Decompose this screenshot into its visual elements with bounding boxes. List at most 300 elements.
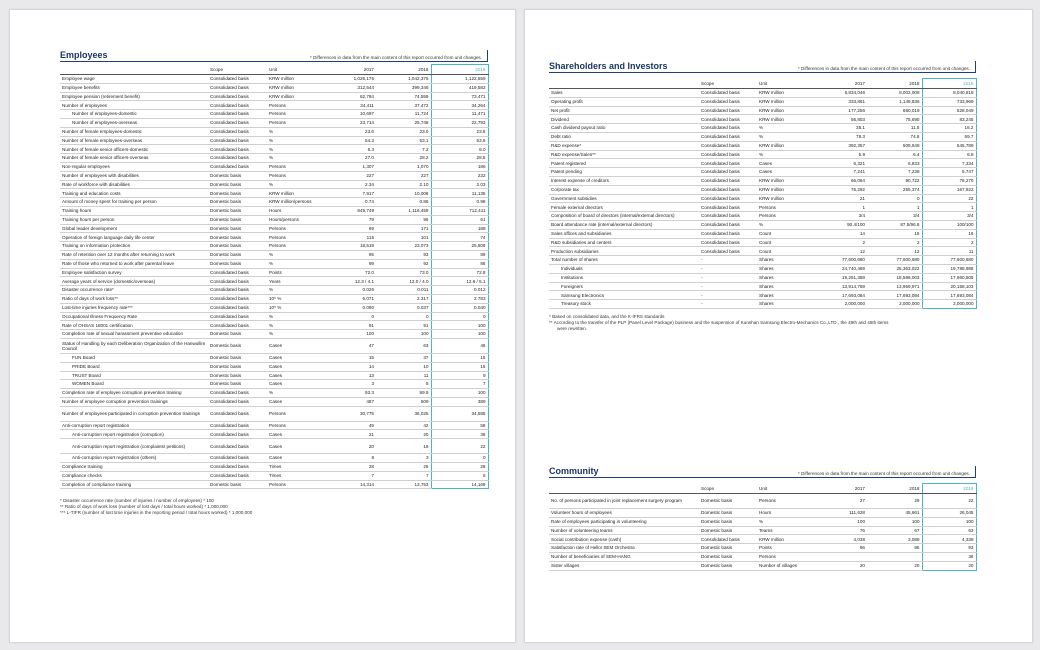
table-row: [549, 526, 976, 535]
shareholders-footnotes: [549, 314, 976, 331]
table-row: [549, 535, 976, 544]
table-row: [549, 168, 976, 177]
report-page-right: [524, 9, 1033, 643]
row-value-2017: 3: [325, 380, 376, 389]
row-scope: Consolidated basis: [699, 535, 757, 544]
row-value-2018: 5: [376, 380, 431, 389]
row-label: Debt ratio: [549, 132, 699, 141]
table-row: [60, 171, 488, 180]
row-value-2019: 2,000,000: [922, 300, 976, 309]
row-value-2018: 0.011: [376, 286, 431, 295]
row-value-2019: 419,582: [431, 83, 488, 92]
row-value-2017: 27: [814, 494, 867, 509]
row-unit: KRW million: [267, 189, 325, 198]
row-value-2017: 177,256: [814, 106, 867, 115]
row-value-2019: 712,411: [431, 206, 488, 215]
row-value-2017: 91: [325, 321, 376, 330]
row-unit: %: [267, 127, 325, 136]
row-value-2017: 49: [325, 421, 376, 430]
row-value-2018: 12.0 / 4.0: [376, 277, 431, 286]
row-unit: Hours/persons: [267, 215, 325, 224]
row-scope: -: [699, 291, 757, 300]
row-unit: %: [757, 220, 814, 229]
table-row: [60, 250, 488, 259]
row-unit: %: [757, 517, 814, 526]
col-scope: Scope: [699, 484, 757, 494]
row-unit: Shares: [757, 282, 814, 291]
row-scope: Consolidated basis: [699, 212, 757, 221]
row-value-2018: 20: [867, 561, 922, 570]
row-value-2017: 3/4: [814, 212, 867, 221]
row-unit: KRW million: [757, 194, 814, 203]
row-unit: Persons: [267, 118, 325, 127]
community-table: [549, 483, 977, 571]
row-value-2017: 56,803: [814, 115, 867, 124]
row-scope: Consolidated basis: [699, 185, 757, 194]
row-value-2018: 13,959,971: [867, 282, 922, 291]
row-value-2018: 3/4: [867, 212, 922, 221]
row-label: Rate of those who returned to work after parental leave: [60, 259, 208, 268]
row-value-2018: 6,833: [867, 159, 922, 168]
row-value-2017: 62,784: [325, 92, 376, 101]
row-value-2017: 227: [325, 171, 376, 180]
row-unit: Count: [757, 247, 814, 256]
row-unit: Shares: [757, 291, 814, 300]
employees-note: * Differences in data from the main content of this report occurred from unit changes.: [309, 55, 482, 60]
row-label: Rate of OHSAS 18001 certification: [60, 321, 208, 330]
row-scope: Consolidated basis: [699, 176, 757, 185]
row-scope: Consolidated basis: [208, 162, 267, 171]
row-value-2019: 72.8: [431, 268, 488, 277]
row-value-2019: 0.98: [431, 198, 488, 207]
row-unit: Cases: [757, 159, 814, 168]
row-scope: Consolidated basis: [208, 430, 267, 439]
table-row: [549, 159, 976, 168]
row-value-2019: 0.040: [431, 303, 488, 312]
row-value-2017: 24,740,469: [814, 264, 867, 273]
row-value-2017: 115: [325, 233, 376, 242]
row-label: Average years of service (domestic/overseas): [60, 277, 208, 286]
row-value-2018: 11,724: [376, 110, 431, 119]
table-row: [549, 247, 976, 256]
row-label: WOMEN Board: [60, 380, 208, 389]
row-scope: Consolidated basis: [208, 127, 267, 136]
row-scope: Consolidated basis: [208, 277, 267, 286]
row-value-2019: 100: [431, 389, 488, 398]
row-scope: Consolidated basis: [208, 312, 267, 321]
row-unit: Persons: [757, 552, 814, 561]
row-label: Board attendance rate (internal/external directors): [549, 220, 699, 229]
row-unit: Cases: [267, 338, 325, 353]
row-unit: Teams: [757, 526, 814, 535]
table-row: [60, 471, 488, 480]
row-label: R&D subsidiaries and centers: [549, 238, 699, 247]
row-unit: Persons: [757, 212, 814, 221]
row-label: Number of employees participated in corruption prevention trainings: [60, 406, 208, 421]
col-2019: 2019: [922, 484, 976, 494]
row-value-2019: 36: [922, 552, 976, 561]
row-value-2019: 74: [431, 233, 488, 242]
row-scope: Consolidated basis: [208, 118, 267, 127]
row-scope: Consolidated basis: [208, 454, 267, 463]
row-value-2017: 21: [814, 194, 867, 203]
row-unit: %: [267, 330, 325, 339]
shareholders-note: * Differences in data from the main content of this report occurred from unit changes.: [797, 66, 970, 71]
shareholders-table: [549, 78, 977, 309]
row-label: Employee wage: [60, 75, 208, 84]
row-value-2019: 2.03: [431, 180, 488, 189]
row-label: Status of Handling by each Deliberation Organization of the Hanwullim Council: [60, 338, 208, 353]
row-scope: Consolidated basis: [208, 321, 267, 330]
table-row: [60, 338, 488, 353]
row-scope: Domestic basis: [699, 544, 757, 553]
row-value-2017: 93.3: [325, 389, 376, 398]
row-scope: -: [699, 264, 757, 273]
row-value-2018: 2: [867, 238, 922, 247]
row-label: R&D expense/Sales**: [549, 150, 699, 159]
community-header: [549, 458, 976, 478]
row-value-2019: 389: [431, 397, 488, 406]
row-value-2017: [814, 552, 867, 561]
row-scope: Domestic basis: [208, 206, 267, 215]
community-note: * Differences in data from the main content of this report occurred from unit changes.: [797, 471, 970, 476]
section-rule: [549, 477, 976, 478]
row-value-2018: 36,025: [376, 406, 431, 421]
row-value-2019: 17,960,505: [922, 273, 976, 282]
row-label: Number of employees-overseas: [60, 118, 208, 127]
row-label: TRUST Board: [60, 371, 208, 380]
row-value-2019: 26,045: [922, 509, 976, 518]
row-unit: KRW million: [267, 83, 325, 92]
row-value-2019: 8,040,818: [922, 89, 976, 98]
employees-header: [60, 42, 488, 62]
row-scope: Domestic basis: [699, 509, 757, 518]
row-value-2017: 90.4/100: [814, 220, 867, 229]
row-label: Amount of money spent for training per person: [60, 198, 208, 207]
row-scope: Consolidated basis: [699, 220, 757, 229]
row-value-2018: 508,948: [867, 141, 922, 150]
row-value-2018: 1,070: [376, 162, 431, 171]
row-unit: %: [267, 136, 325, 145]
row-value-2018: 399,346: [376, 83, 431, 92]
row-value-2018: 0.037: [376, 303, 431, 312]
row-value-2019: 17,693,084: [922, 291, 976, 300]
row-scope: Domestic basis: [208, 242, 267, 251]
footnote: ** According to the transfer of the PLP (Panel Level Package) business and the suspension of Kunshan Samsung Electro-Mechanics Co.,LTD., the 49th and 46th items: [549, 319, 889, 325]
row-value-2018: 13,753: [376, 480, 431, 489]
row-unit: KRW million: [757, 97, 814, 106]
row-scope: Domestic basis: [208, 362, 267, 371]
row-value-2017: 19,251,358: [814, 273, 867, 282]
row-unit: Hours: [757, 509, 814, 518]
row-label: Volunteer hours of employees: [549, 509, 699, 518]
row-value-2018: 680,019: [867, 106, 922, 115]
row-value-2019: 25,808: [431, 242, 488, 251]
table-row: [60, 162, 488, 171]
table-row: [549, 124, 976, 133]
row-label: Lost-time injuries frequency rate***: [60, 303, 208, 312]
table-row: [60, 189, 488, 198]
table-row: [60, 421, 488, 430]
table-header-row: [549, 484, 976, 494]
row-label: Completion of compliance training: [60, 480, 208, 489]
row-unit: 10⁵ %: [267, 294, 325, 303]
row-unit: Shares: [757, 264, 814, 273]
row-scope: Consolidated basis: [208, 471, 267, 480]
row-value-2018: 100: [867, 517, 922, 526]
row-unit: Persons: [267, 162, 325, 171]
table-row: [60, 145, 488, 154]
table-row: [60, 198, 488, 207]
row-value-2017: 10,697: [325, 110, 376, 119]
row-value-2017: 14,314: [325, 480, 376, 489]
row-scope: Consolidated basis: [208, 294, 267, 303]
row-label: Occupational Illness Frequency Rate: [60, 312, 208, 321]
row-value-2018: 37: [376, 353, 431, 362]
row-value-2017: 27.0: [325, 154, 376, 163]
row-label: Number of employee corruption prevention trainings: [60, 397, 208, 406]
table-row: [549, 176, 976, 185]
row-unit: Number of villages: [757, 561, 814, 570]
table-row: [549, 203, 976, 212]
col-2019: 2019: [922, 79, 976, 89]
table-row: [60, 75, 488, 84]
row-value-2018: 0.86: [376, 198, 431, 207]
row-label: Patent pending: [549, 168, 699, 177]
row-value-2017: 79.3: [814, 132, 867, 141]
row-label: Patent registered: [549, 159, 699, 168]
row-value-2019: 100: [431, 330, 488, 339]
table-row: [60, 215, 488, 224]
row-value-2017: 18,519: [325, 242, 376, 251]
row-scope: Domestic basis: [699, 561, 757, 570]
table-row: [60, 224, 488, 233]
row-label: Sales: [549, 89, 699, 98]
row-value-2017: 54.3: [325, 136, 376, 145]
row-scope: -: [699, 300, 757, 309]
row-scope: Consolidated basis: [699, 89, 757, 98]
row-unit: Persons: [267, 242, 325, 251]
row-value-2019: 63: [922, 526, 976, 535]
row-unit: Persons: [267, 233, 325, 242]
footnote: *** L-TIFR (number of lost time injuries in the reporting period / total hours worked) * 1,000,000: [60, 510, 253, 516]
shareholders-section: [549, 53, 976, 331]
row-value-2019: 46: [431, 338, 488, 353]
row-value-2017: 77,600,680: [814, 256, 867, 265]
row-unit: Persons: [757, 203, 814, 212]
row-value-2019: 528,049: [922, 106, 976, 115]
row-value-2018: 73.0: [376, 268, 431, 277]
section-rule: [60, 61, 488, 62]
row-value-2019: 15: [431, 353, 488, 362]
row-unit: Persons: [267, 101, 325, 110]
row-scope: Consolidated basis: [699, 150, 757, 159]
row-value-2018: 509: [376, 397, 431, 406]
table-row: [60, 439, 488, 454]
row-value-2017: 96: [814, 544, 867, 553]
row-value-2018: 255,374: [867, 185, 922, 194]
col-2018: 2018: [867, 79, 922, 89]
row-unit: Shares: [757, 300, 814, 309]
row-label: No. of persons participated in joint replacement surgery program: [549, 494, 699, 509]
row-unit: KRW million: [757, 185, 814, 194]
table-row: [549, 517, 976, 526]
row-scope: Consolidated basis: [699, 97, 757, 106]
table-row: [60, 389, 488, 398]
employees-section: [60, 42, 488, 516]
row-value-2018: 15: [867, 229, 922, 238]
row-label: Operating profit: [549, 97, 699, 106]
table-row: [549, 264, 976, 273]
row-scope: Domestic basis: [699, 526, 757, 535]
row-value-2019: 28: [431, 463, 488, 472]
shareholders-title: Shareholders and Investors: [549, 61, 668, 71]
row-value-2019: 2: [922, 238, 976, 247]
row-value-2018: 28.2: [376, 154, 431, 163]
row-value-2019: 83,245: [922, 115, 976, 124]
col-unit: Unit: [757, 79, 814, 89]
table-row: [60, 294, 488, 303]
row-value-2017: 76,292: [814, 185, 867, 194]
row-label: Employee benefits: [60, 83, 208, 92]
row-unit: Persons: [267, 224, 325, 233]
row-unit: Times: [267, 471, 325, 480]
row-label: Number of female senior officers-domestic: [60, 145, 208, 154]
row-value-2018: 95: [867, 544, 922, 553]
row-value-2017: 4,038: [814, 535, 867, 544]
report-page-left: [9, 9, 516, 643]
row-label: Interest expense of creditors: [549, 176, 699, 185]
row-label: Corporate tax: [549, 185, 699, 194]
row-value-2019: 7,334: [922, 159, 976, 168]
row-unit: Cases: [267, 371, 325, 380]
row-value-2017: 312,544: [325, 83, 376, 92]
employees-title: Employees: [60, 50, 108, 60]
row-scope: Consolidated basis: [699, 106, 757, 115]
table-row: [60, 303, 488, 312]
row-scope: Domestic basis: [208, 224, 267, 233]
table-row: [549, 115, 976, 124]
col-scope: Scope: [699, 79, 757, 89]
row-value-2017: 2: [814, 238, 867, 247]
row-value-2018: 1,042,375: [376, 75, 431, 84]
row-unit: Cases: [267, 362, 325, 371]
table-row: [60, 242, 488, 251]
row-label: Satisfaction rate of Hello! SEM Orchestra: [549, 544, 699, 553]
row-value-2017: 47: [325, 338, 376, 353]
row-scope: Consolidated basis: [208, 389, 267, 398]
row-unit: %: [267, 145, 325, 154]
row-label: Ratio of days of work loss**: [60, 294, 208, 303]
row-value-2017: 6.3: [325, 145, 376, 154]
table-row: [549, 150, 976, 159]
row-unit: Cases: [267, 430, 325, 439]
row-value-2017: 34,411: [325, 101, 376, 110]
row-value-2019: 93: [922, 544, 976, 553]
row-scope: Consolidated basis: [208, 136, 267, 145]
row-unit: KRW million: [267, 75, 325, 84]
row-scope: Consolidated basis: [699, 141, 757, 150]
row-scope: Consolidated basis: [208, 75, 267, 84]
table-row: [60, 321, 488, 330]
row-scope: -: [699, 282, 757, 291]
row-unit: Persons: [267, 480, 325, 489]
row-value-2018: 10: [376, 362, 431, 371]
row-value-2019: 20,158,103: [922, 282, 976, 291]
row-label: Training on information protection: [60, 242, 208, 251]
row-value-2017: 30,775: [325, 406, 376, 421]
row-value-2019: 16: [922, 229, 976, 238]
row-value-2019: 4,338: [922, 535, 976, 544]
row-unit: Cases: [757, 168, 814, 177]
row-value-2019: 11: [922, 247, 976, 256]
row-label: Female external directors: [549, 203, 699, 212]
row-value-2018: 2,000,000: [867, 300, 922, 309]
section-rule-tick: [487, 50, 488, 62]
row-scope: Domestic basis: [208, 480, 267, 489]
table-row: [549, 185, 976, 194]
col-scope: Scope: [208, 65, 267, 75]
row-value-2018: 20: [376, 430, 431, 439]
row-unit: KRW million: [757, 535, 814, 544]
table-row: [60, 259, 488, 268]
row-scope: Consolidated basis: [208, 154, 267, 163]
row-unit: %: [757, 132, 814, 141]
row-value-2019: 36: [431, 430, 488, 439]
row-value-2018: 1,149,836: [867, 97, 922, 106]
table-row: [60, 154, 488, 163]
row-value-2017: 76: [814, 526, 867, 535]
row-label: Training and education costs: [60, 189, 208, 198]
table-row: [549, 194, 976, 203]
row-value-2018: 99.9: [376, 389, 431, 398]
row-label: Employee pension (retirement benefit): [60, 92, 208, 101]
row-scope: Domestic basis: [208, 250, 267, 259]
row-value-2018: 11: [376, 371, 431, 380]
row-unit: Persons: [267, 110, 325, 119]
row-value-2019: 6: [431, 471, 488, 480]
row-unit: Hours: [267, 206, 325, 215]
table-row: [549, 132, 976, 141]
row-scope: Consolidated basis: [208, 303, 267, 312]
row-unit: Cases: [267, 353, 325, 362]
row-label: Anti-corruption report registration (others): [60, 454, 208, 463]
row-value-2018: 171: [376, 224, 431, 233]
row-value-2018: 19: [376, 439, 431, 454]
row-value-2019: 1: [922, 203, 976, 212]
shareholders-header: [549, 53, 976, 73]
row-value-2017: 849,749: [325, 206, 376, 215]
row-label: Government subsidies: [549, 194, 699, 203]
row-unit: 10⁵ %: [267, 303, 325, 312]
row-label: Number of employees with disabilities: [60, 171, 208, 180]
row-label: PRIDE Board: [60, 362, 208, 371]
row-scope: Consolidated basis: [208, 101, 267, 110]
footnote: ** Ratio of days of work loss (number of lost days / total hours worked) * 1,000,000: [60, 504, 228, 510]
row-value-2019: 733,969: [922, 97, 976, 106]
row-value-2018: 67: [867, 526, 922, 535]
row-label: Number of female senior officers-overseas: [60, 154, 208, 163]
row-value-2019: 12.6 / 5.1: [431, 277, 488, 286]
row-value-2018: 0: [867, 194, 922, 203]
table-row: [60, 362, 488, 371]
row-value-2017: 100: [814, 517, 867, 526]
table-row: [60, 127, 488, 136]
row-unit: Persons: [267, 421, 325, 430]
row-value-2018: 17,693,084: [867, 291, 922, 300]
row-scope: Consolidated basis: [699, 159, 757, 168]
row-value-2018: 93: [376, 250, 431, 259]
